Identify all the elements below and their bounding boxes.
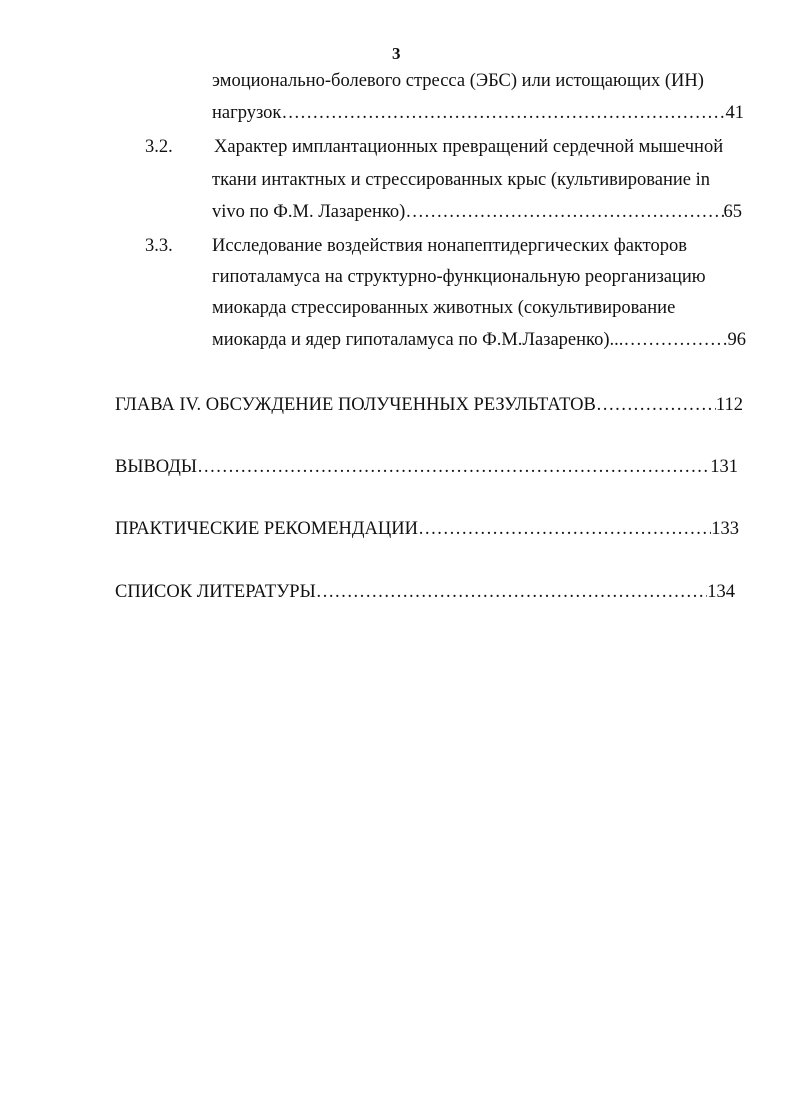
dot-leader bbox=[418, 518, 711, 540]
toc-conclusions bbox=[115, 456, 738, 478]
chapter-title: ВЫВОДЫ bbox=[115, 457, 198, 477]
chapter-title: СПИСОК ЛИТЕРАТУРЫ bbox=[115, 582, 316, 602]
chapter-page: 134 bbox=[707, 582, 735, 602]
entry-line: нагрузок bbox=[212, 103, 282, 123]
dot-leader bbox=[596, 394, 716, 416]
dot-leader bbox=[623, 329, 727, 351]
entry-line: гипоталамуса на структурно-функциональную реорганизацию bbox=[212, 267, 706, 287]
dot-leader bbox=[281, 102, 725, 124]
entry-page: 65 bbox=[723, 202, 742, 222]
entry-page: 41 bbox=[725, 103, 744, 123]
dot-leader bbox=[316, 581, 708, 603]
entry-line: миокарда стрессированных животных (сокультивирование bbox=[212, 298, 676, 318]
chapter-page: 133 bbox=[711, 519, 739, 539]
toc-chapter-4 bbox=[115, 394, 743, 416]
toc-references bbox=[115, 581, 735, 603]
entry-leader-line bbox=[212, 102, 744, 124]
dot-leader bbox=[405, 201, 723, 223]
entry-leader-line bbox=[212, 201, 742, 223]
entry-number: 3.2. bbox=[145, 137, 173, 157]
chapter-title: ПРАКТИЧЕСКИЕ РЕКОМЕНДАЦИИ bbox=[115, 519, 418, 539]
chapter-page: 131 bbox=[710, 457, 738, 477]
entry-line: Характер имплантационных превращений сердечной мышечной bbox=[214, 137, 724, 157]
entry-line: миокарда и ядер гипоталамуса по Ф.М.Лазаренко)... bbox=[212, 330, 624, 350]
chapter-page: 112 bbox=[715, 395, 743, 415]
entry-line: vivo по Ф.М. Лазаренко) bbox=[212, 202, 406, 222]
dot-leader bbox=[197, 456, 710, 478]
entry-line: Исследование воздействия нонапептидергических факторов bbox=[212, 236, 688, 256]
page-number: 3 bbox=[392, 44, 401, 63]
entry-number: 3.3. bbox=[145, 236, 173, 256]
toc-recommendations bbox=[115, 518, 739, 540]
entry-line: ткани интактных и стрессированных крыс (культивирование in bbox=[212, 170, 711, 190]
entry-leader-line bbox=[212, 329, 746, 351]
entry-page: 96 bbox=[727, 330, 746, 350]
entry-line: эмоционально-болевого стресса (ЭБС) или истощающих (ИН) bbox=[212, 71, 704, 91]
chapter-title: ГЛАВА IV. ОБСУЖДЕНИЕ ПОЛУЧЕННЫХ РЕЗУЛЬТАТОВ bbox=[115, 395, 596, 415]
